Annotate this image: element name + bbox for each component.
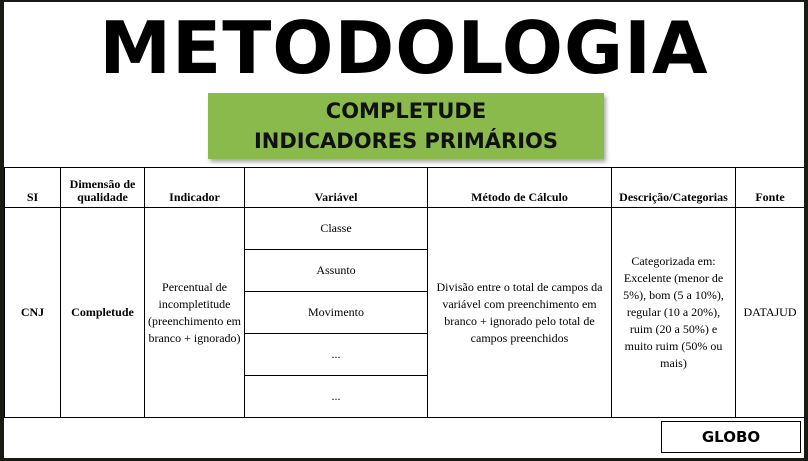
banner-line-1: COMPLETUDE: [325, 99, 487, 123]
cell-variavel-2: Assunto: [245, 250, 428, 292]
cell-metodo: Divisão entre o total de campos da variável com preenchimento em branco + ignorado pelo total de campos preenchidos: [428, 208, 612, 418]
banner-line-2: INDICADORES PRIMÁRIOS: [253, 129, 559, 153]
table-row: [5, 208, 805, 250]
header-indicador: Indicador: [145, 168, 245, 208]
header-dimensao: [61, 168, 145, 208]
header-descricao: Descrição/Categorias: [612, 168, 736, 208]
methodology-table: [4, 167, 804, 418]
header-metodo: Método de Cálculo: [428, 168, 612, 208]
cell-variavel-4: ...: [245, 334, 428, 376]
cell-variavel-5: ...: [245, 376, 428, 418]
table-header-row: [5, 168, 805, 208]
cell-indicador: Percentual de incompletitude (preenchimento em branco + ignorado): [145, 208, 245, 418]
cell-variavel-3: Movimento: [245, 292, 428, 334]
cell-si: CNJ: [5, 208, 61, 418]
header-dimensao-line-2: qualidade: [77, 190, 128, 204]
subtitle-banner: [208, 93, 604, 159]
cell-descricao: Categorizada em: Excelente (menor de 5%), bom (5 a 10%), regular (10 a 20%), ruim (20 a 50%) e muito ruim (50% ou mais): [612, 208, 736, 418]
header-fonte: Fonte: [736, 168, 805, 208]
slide: [4, 2, 804, 458]
cell-variavel-1: Classe: [245, 208, 428, 250]
slide-title: METODOLOGIA: [99, 6, 709, 90]
header-si: SI: [5, 168, 61, 208]
globo-label: GLOBO: [661, 421, 801, 453]
cell-fonte: DATAJUD: [736, 208, 805, 418]
header-dimensao-line-1: Dimensão de: [69, 177, 136, 191]
cell-dimensao: Completude: [61, 208, 145, 418]
header-variavel: Variável: [245, 168, 428, 208]
